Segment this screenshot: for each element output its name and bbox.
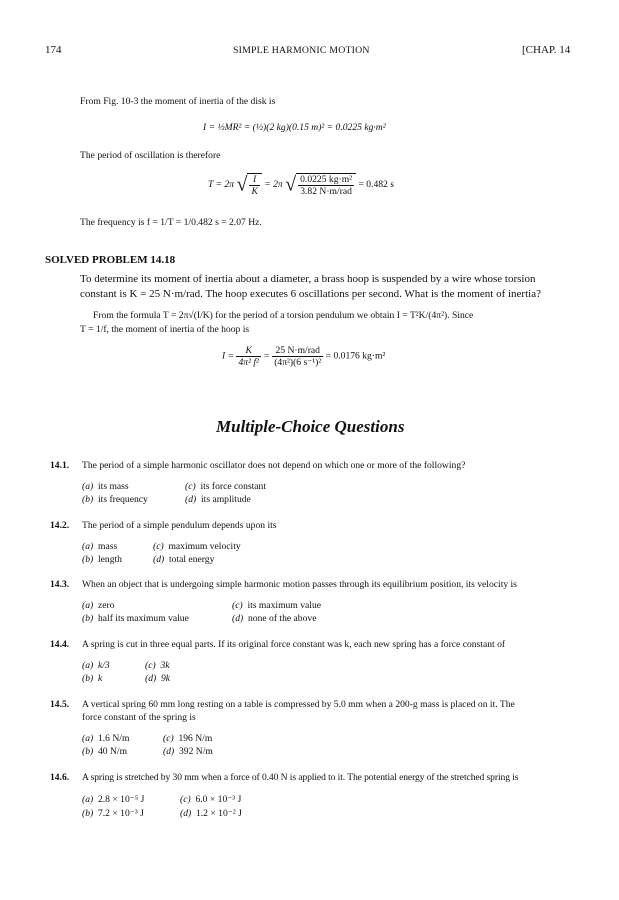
option-a: (a) mass	[82, 541, 118, 552]
sqrt-symbol-2: √	[285, 173, 297, 196]
question-text-cont: force constant of the spring is	[82, 712, 196, 723]
intro-line-1: From Fig. 10-3 the moment of inertia of the disk is	[80, 96, 276, 107]
option-d: (d) total energy	[153, 554, 215, 565]
eq2-num: 0.0225 kg·m²	[300, 174, 353, 185]
option-a: (a) 1.6 N/m	[82, 733, 130, 744]
option-c: (c) its maximum value	[232, 600, 321, 611]
eq2-lhs: T = 2π	[208, 179, 235, 191]
option-a: (a) its mass	[82, 481, 129, 492]
equation-inertia-disk: I = ½MR² = (½)(2 kg)(0.15 m)² = 0.0225 kg·m²	[203, 122, 386, 133]
question-text: The period of a simple pendulum depends upon its	[82, 520, 277, 531]
question-text: The period of a simple harmonic oscillator does not depend on which one or more of the following?	[82, 460, 466, 471]
equation-period	[208, 173, 394, 197]
option-d: (d) 1.2 × 10⁻² J	[180, 808, 242, 819]
question-number: 14.3.	[50, 579, 70, 590]
intro-line-2: The period of oscillation is therefore	[80, 150, 221, 161]
option-b: (b) 7.2 × 10⁻³ J	[82, 808, 144, 819]
question-text: A vertical spring 60 mm long resting on a table is compressed by 5.0 mm when a 200-g mass is placed on it. The	[82, 699, 515, 710]
option-d: (d) none of the above	[232, 613, 317, 624]
question-text: A spring is cut in three equal parts. If its original force constant was k, each new spring has a force constant of	[82, 639, 506, 650]
eq2-mid: = 2π	[264, 179, 283, 191]
question-text: A spring is stretched by 30 mm when a force of 0.40 N is applied to it. The potential energy of the stretched spring is	[82, 772, 519, 783]
option-a: (a) k/3	[82, 660, 110, 671]
chapter-label: [CHAP. 14	[522, 44, 571, 56]
option-b: (b) k	[82, 673, 103, 684]
eq2-den: 3.82 N·m/rad	[300, 186, 352, 197]
option-b: (b) length	[82, 554, 122, 565]
option-a: (a) 2.8 × 10⁻⁵ J	[82, 794, 145, 805]
option-b: (b) 40 N/m	[82, 746, 128, 757]
question-number: 14.4.	[50, 639, 70, 650]
option-c: (c) 3k	[145, 660, 170, 671]
eq3-rhs: = 0.0176 kg·m²	[325, 350, 386, 362]
intro-line-3: The frequency is f = 1/T = 1/0.482 s = 2.07 Hz.	[80, 217, 262, 228]
solution-line-2: T = 1/f, the moment of inertia of the hoop is	[80, 324, 250, 335]
question-number: 14.1.	[50, 460, 70, 471]
sqrt-symbol: √	[236, 173, 248, 196]
eq3-f1-num: K	[236, 345, 260, 357]
eq3-f2-den: (4π²)(6 s⁻¹)²	[274, 357, 322, 368]
problem-line-2: constant is K = 25 N·m/rad. The hoop executes 6 oscillations per second. What is the moment of inertia?	[80, 288, 541, 300]
page-number: 174	[45, 44, 62, 56]
solved-problem-heading: SOLVED PROBLEM 14.18	[45, 254, 176, 266]
eq2-frac-num: I	[249, 174, 259, 186]
option-c: (c) 6.0 × 10⁻³ J	[180, 794, 242, 805]
option-c: (c) maximum velocity	[153, 541, 241, 552]
eq3-f1-den: 4π² f²	[238, 357, 259, 368]
option-b: (b) half its maximum value	[82, 613, 189, 624]
eq3-lhs: I =	[222, 350, 235, 362]
eq2-frac-den: K	[251, 186, 258, 197]
equation-inertia-hoop	[222, 345, 385, 368]
option-a: (a) zero	[82, 600, 115, 611]
eq3-f2-num: 25 N·m/rad	[272, 345, 323, 357]
option-d: (d) its amplitude	[185, 494, 251, 505]
problem-line-1: To determine its moment of inertia about a diameter, a brass hoop is suspended by a wire whose torsion	[80, 273, 536, 285]
option-d: (d) 392 N/m	[163, 746, 213, 757]
running-title: SIMPLE HARMONIC MOTION	[233, 45, 370, 56]
mcq-section-title: Multiple-Choice Questions	[216, 417, 405, 436]
question-number: 14.6.	[50, 772, 70, 783]
question-number: 14.5.	[50, 699, 70, 710]
eq2-rhs: = 0.482 s	[358, 179, 394, 191]
option-b: (b) its frequency	[82, 494, 148, 505]
option-c: (c) its force constant	[185, 481, 266, 492]
eq3-eq: =	[263, 350, 270, 362]
solution-line-1: From the formula T = 2π√(I/K) for the period of a torsion pendulum we obtain I = T²K/(4π²). Since	[93, 310, 474, 321]
question-text: When an object that is undergoing simple harmonic motion passes through its equilibrium position, its velocity is	[82, 579, 517, 590]
question-number: 14.2.	[50, 520, 70, 531]
option-d: (d) 9k	[145, 673, 171, 684]
option-c: (c) 196 N/m	[163, 733, 213, 744]
